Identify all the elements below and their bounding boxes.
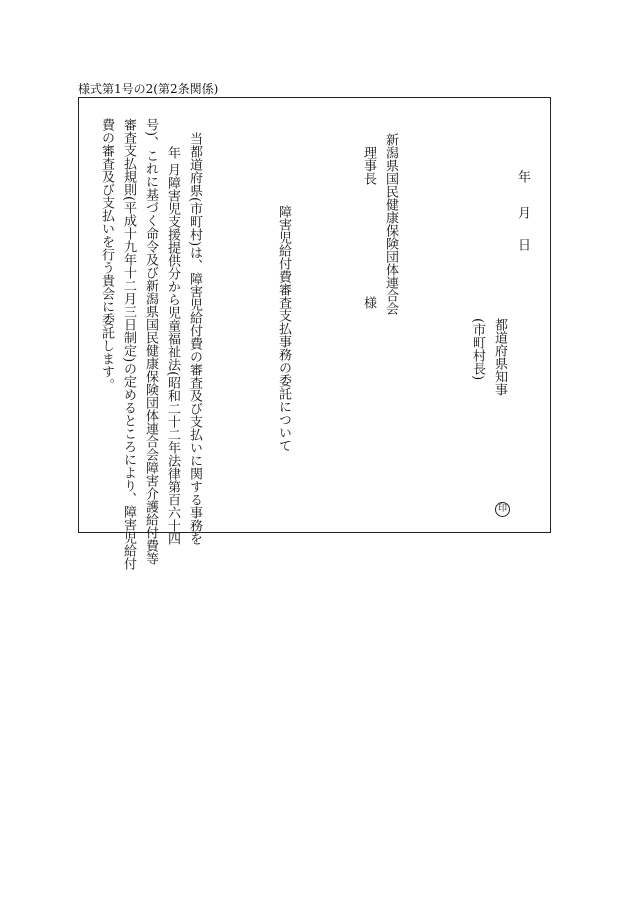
- recipient-org: 新潟県国民健康保険団体連合会: [383, 133, 398, 315]
- date-month-mark: 月: [515, 206, 530, 219]
- recipient-honorific: 様: [361, 296, 376, 309]
- sender-subtitle: (市町村長): [470, 318, 485, 381]
- sender-title: 都道府県知事: [492, 318, 507, 396]
- body-line-1: 当都道府県(市町村)は、障害児給付費の審査及び支払いに関する事務を: [187, 132, 202, 546]
- date-year-mark: 年: [515, 170, 530, 183]
- seal-stamp: 印: [495, 502, 510, 517]
- body-line-5: 費の審査及び支払いを行う貴会に委託します。: [99, 118, 114, 391]
- document-subject: 障害児給付費審査支払事務の委託について: [276, 205, 291, 452]
- form-number: 様式第1号の2(第2条関係): [78, 82, 219, 96]
- body-line-4: 審査支払規則(平成十九年十二月三日制定)の定めるところにより、障害児給付: [121, 118, 136, 571]
- body-line-3: 号)、これに基づく命令及び新潟県国民健康保険団体連合会障害介護給付費等: [143, 118, 158, 566]
- date-day-mark: 日: [515, 238, 530, 251]
- body-line-2: 年 月障害児支援提供分から児童福祉法(昭和二十二年法律第百六十四: [165, 146, 180, 546]
- recipient-position: 理事長: [361, 146, 376, 185]
